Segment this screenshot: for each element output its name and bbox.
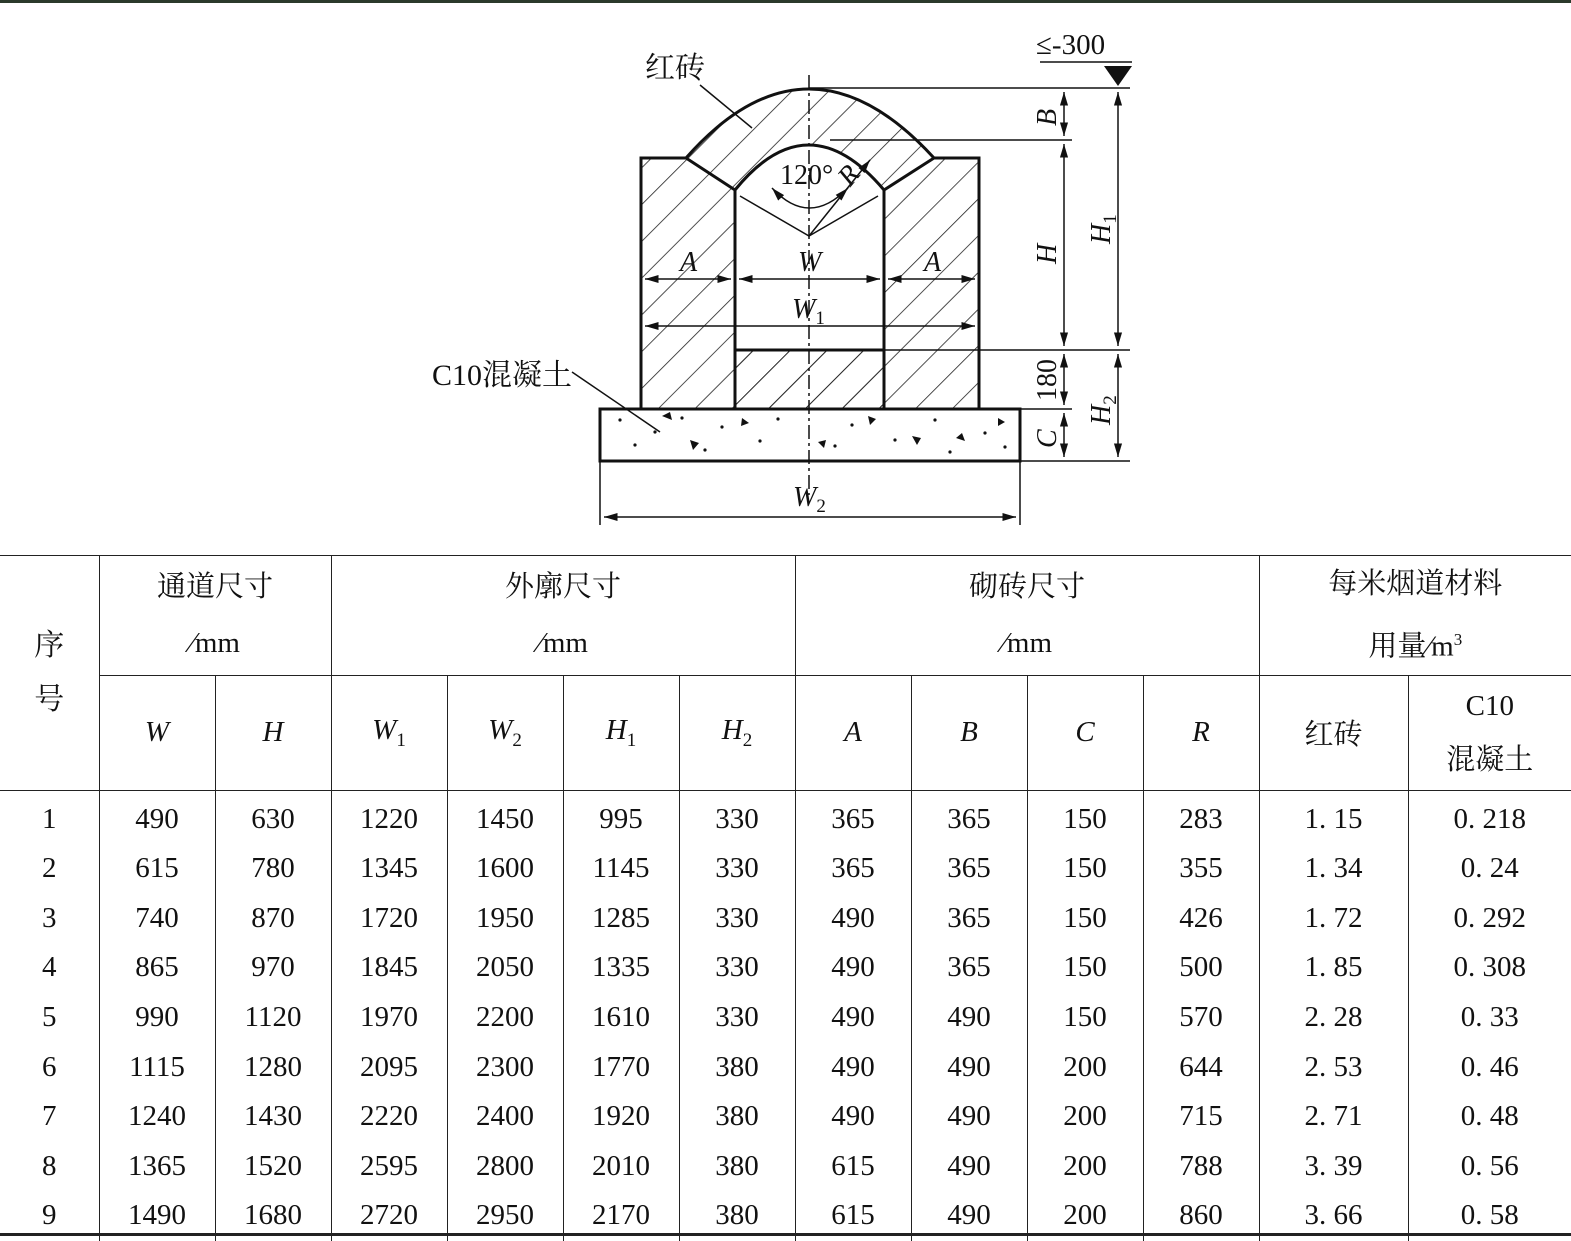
table-cell: 330 xyxy=(679,894,795,944)
table-row xyxy=(0,943,1571,993)
table-cell: 200 xyxy=(1027,1142,1143,1192)
dim-180: 180 xyxy=(1032,359,1063,401)
table-cell: 1. 34 xyxy=(1259,844,1408,894)
group-brick-size xyxy=(795,556,1259,676)
header-row-symbols xyxy=(0,675,1571,790)
table-cell: 150 xyxy=(1027,844,1143,894)
table-cell: 2. 71 xyxy=(1259,1092,1408,1142)
table-cell: 1. 15 xyxy=(1259,790,1408,844)
table-cell: 3. 39 xyxy=(1259,1142,1408,1192)
dim-h: H xyxy=(1032,243,1063,264)
table-row xyxy=(0,790,1571,844)
table-cell: 2170 xyxy=(563,1191,679,1241)
table-cell: 490 xyxy=(911,1092,1027,1142)
table-cell: 1. 72 xyxy=(1259,894,1408,944)
group-unit: ∕mm xyxy=(190,627,240,660)
seq-header-line1: 序 xyxy=(34,628,65,662)
table-cell: 2050 xyxy=(447,943,563,993)
table-cell: 365 xyxy=(795,844,911,894)
col-h: H xyxy=(215,675,331,790)
table-cell: 860 xyxy=(1143,1191,1259,1241)
table-cell: 1. 85 xyxy=(1259,943,1408,993)
table-cell: 995 xyxy=(563,790,679,844)
dim-b: B xyxy=(1032,108,1063,126)
table-cell: 1430 xyxy=(215,1092,331,1142)
table-cell: 426 xyxy=(1143,894,1259,944)
table-cell: 330 xyxy=(679,790,795,844)
flue-dimension-table xyxy=(0,555,1571,1241)
table-cell: 0. 24 xyxy=(1408,844,1571,894)
seq-header-line2: 号 xyxy=(34,682,65,716)
table-cell: 1970 xyxy=(331,993,447,1043)
row-seq-cell: 7 xyxy=(42,1100,57,1133)
group-material-usage xyxy=(1259,556,1571,676)
table-cell: 1120 xyxy=(215,993,331,1043)
table-cell: 380 xyxy=(679,1092,795,1142)
table-cell: 365 xyxy=(911,790,1027,844)
table-cell: 0. 46 xyxy=(1408,1043,1571,1093)
dim-a-right: A xyxy=(924,247,942,278)
col-c: C xyxy=(1027,675,1143,790)
group-title: 砌砖尺寸 xyxy=(969,571,1086,604)
table-cell: 615 xyxy=(795,1142,911,1192)
table-cell: 1365 xyxy=(99,1142,215,1192)
table-cell: 0. 58 xyxy=(1408,1191,1571,1241)
table-cell: 1920 xyxy=(563,1092,679,1142)
table-cell: 630 xyxy=(215,790,331,844)
table-cell: 0. 48 xyxy=(1408,1092,1571,1142)
col-b: B xyxy=(911,675,1027,790)
table-cell: 2200 xyxy=(447,993,563,1043)
table-cell: 200 xyxy=(1027,1092,1143,1142)
col-h2: $H_2$ xyxy=(679,675,795,790)
dim-a-left: A xyxy=(680,247,698,278)
angle-arc xyxy=(772,188,848,208)
col-a: A xyxy=(795,675,911,790)
table-row xyxy=(0,1092,1571,1142)
table-row xyxy=(0,1043,1571,1093)
table-cell: 1600 xyxy=(447,844,563,894)
col-c10-concrete: C10 混凝土 xyxy=(1408,675,1571,790)
table-cell: 615 xyxy=(99,844,215,894)
table-cell: 490 xyxy=(795,1043,911,1093)
dim-h1: $H_1$ xyxy=(1086,214,1121,244)
table-cell: 490 xyxy=(911,993,1027,1043)
table-cell: 150 xyxy=(1027,943,1143,993)
table-cell: 0. 56 xyxy=(1408,1142,1571,1192)
table-cell: 365 xyxy=(911,894,1027,944)
col-h1: $H_1$ xyxy=(563,675,679,790)
table-cell: 1285 xyxy=(563,894,679,944)
brick-label: 红砖 xyxy=(645,52,705,85)
flue-cross-section-diagram xyxy=(0,0,1571,550)
radius-label: R xyxy=(831,159,867,193)
col-r: R xyxy=(1143,675,1259,790)
table-cell: 570 xyxy=(1143,993,1259,1043)
header-row-groups xyxy=(0,556,1571,676)
table-cell: 490 xyxy=(911,1142,1027,1192)
table-cell: 0. 308 xyxy=(1408,943,1571,993)
table-row xyxy=(0,993,1571,1043)
row-seq-cell: 2 xyxy=(42,852,57,885)
table-cell: 0. 218 xyxy=(1408,790,1571,844)
table-cell: 1220 xyxy=(331,790,447,844)
group-unit: ∕mm xyxy=(538,627,588,660)
col-w: W xyxy=(99,675,215,790)
elevation-marker xyxy=(1040,62,1132,86)
concrete-foundation xyxy=(600,409,1020,461)
seq-header xyxy=(0,556,99,791)
table-cell: 150 xyxy=(1027,993,1143,1043)
table-cell: 990 xyxy=(99,993,215,1043)
dim-c: C xyxy=(1032,429,1063,448)
table-row xyxy=(0,894,1571,944)
table-cell: 365 xyxy=(911,844,1027,894)
table-cell: 1490 xyxy=(99,1191,215,1241)
concrete-label: C10混凝土 xyxy=(432,359,573,392)
dim-h2: $H_2$ xyxy=(1086,395,1121,425)
table-cell: 330 xyxy=(679,844,795,894)
col-red-brick: 红砖 xyxy=(1259,675,1408,790)
row-seq-cell: 3 xyxy=(42,901,57,934)
table-cell: 2. 28 xyxy=(1259,993,1408,1043)
table-cell: 330 xyxy=(679,943,795,993)
table-cell: 644 xyxy=(1143,1043,1259,1093)
table-row xyxy=(0,1142,1571,1192)
row-seq-cell: 8 xyxy=(42,1149,57,1182)
table-cell: 1115 xyxy=(99,1043,215,1093)
table-cell: 1720 xyxy=(331,894,447,944)
table-cell: 1450 xyxy=(447,790,563,844)
table-cell: 490 xyxy=(99,790,215,844)
table-cell: 365 xyxy=(795,790,911,844)
table-cell: 150 xyxy=(1027,790,1143,844)
table-cell: 1845 xyxy=(331,943,447,993)
table-cell: 1610 xyxy=(563,993,679,1043)
table-cell: 715 xyxy=(1143,1092,1259,1142)
group-channel-size xyxy=(99,556,331,676)
table-cell: 870 xyxy=(215,894,331,944)
group-title: 每米烟道材料 xyxy=(1328,568,1503,600)
table-cell: 1950 xyxy=(447,894,563,944)
table-cell: 2800 xyxy=(447,1142,563,1192)
row-seq-cell: 1 xyxy=(0,790,99,844)
table-cell: 0. 33 xyxy=(1408,993,1571,1043)
group-outer-size xyxy=(331,556,795,676)
row-seq-cell: 5 xyxy=(42,1001,57,1034)
table-cell: 200 xyxy=(1027,1191,1143,1241)
table-cell: 1770 xyxy=(563,1043,679,1093)
dim-w1: $W_1$ xyxy=(792,294,825,329)
group-title: 外廓尺寸 xyxy=(505,571,622,604)
row-seq-cell: 6 xyxy=(42,1050,57,1083)
table-cell: 2220 xyxy=(331,1092,447,1142)
table-cell: 355 xyxy=(1143,844,1259,894)
table-cell: 1145 xyxy=(563,844,679,894)
table-cell: 490 xyxy=(795,993,911,1043)
table-cell: 2. 53 xyxy=(1259,1043,1408,1093)
row-seq-cell: 4 xyxy=(42,951,57,984)
table-cell: 2950 xyxy=(447,1191,563,1241)
dim-w: W xyxy=(798,247,822,278)
table-cell: 490 xyxy=(911,1043,1027,1093)
table-cell: 380 xyxy=(679,1043,795,1093)
table-cell: 490 xyxy=(795,943,911,993)
table-cell: 615 xyxy=(795,1191,911,1241)
col-w2: $W_2$ xyxy=(447,675,563,790)
table-cell: 283 xyxy=(1143,790,1259,844)
table-cell: 1680 xyxy=(215,1191,331,1241)
table-cell: 2300 xyxy=(447,1043,563,1093)
group-title: 通道尺寸 xyxy=(157,571,274,604)
table-cell: 2720 xyxy=(331,1191,447,1241)
table-cell: 490 xyxy=(911,1191,1027,1241)
table-cell: 3. 66 xyxy=(1259,1191,1408,1241)
table-cell: 200 xyxy=(1027,1043,1143,1093)
table-cell: 0. 292 xyxy=(1408,894,1571,944)
elevation-label: ≤-300 xyxy=(1036,29,1106,61)
table-cell: 490 xyxy=(795,1092,911,1142)
table-cell: 740 xyxy=(99,894,215,944)
table-cell: 380 xyxy=(679,1191,795,1241)
table-cell: 2010 xyxy=(563,1142,679,1192)
table-cell: 2095 xyxy=(331,1043,447,1093)
group-unit: ∕mm xyxy=(1002,627,1053,660)
table-cell: 2400 xyxy=(447,1092,563,1142)
dim-w2: $W_2$ xyxy=(793,482,826,517)
table-cell: 150 xyxy=(1027,894,1143,944)
table-cell: 380 xyxy=(679,1142,795,1192)
group-unit: 用量$∕m^3$ xyxy=(1368,630,1463,663)
table-cell: 365 xyxy=(911,943,1027,993)
col-w1: $W_1$ xyxy=(331,675,447,790)
table-body xyxy=(0,790,1571,1241)
table-row xyxy=(0,844,1571,894)
table-cell: 500 xyxy=(1143,943,1259,993)
table-cell: 788 xyxy=(1143,1142,1259,1192)
table-cell: 1280 xyxy=(215,1043,331,1093)
table-cell: 970 xyxy=(215,943,331,993)
table-cell: 1520 xyxy=(215,1142,331,1192)
angle-label: 120° xyxy=(780,160,834,191)
table-cell: 865 xyxy=(99,943,215,993)
table-cell: 2595 xyxy=(331,1142,447,1192)
row-seq-cell: 9 xyxy=(42,1199,57,1232)
table-cell: 490 xyxy=(795,894,911,944)
table-cell: 330 xyxy=(679,993,795,1043)
table-cell: 1240 xyxy=(99,1092,215,1142)
table-cell: 1345 xyxy=(331,844,447,894)
table-cell: 780 xyxy=(215,844,331,894)
bottom-rule xyxy=(0,1233,1571,1236)
table-cell: 1335 xyxy=(563,943,679,993)
